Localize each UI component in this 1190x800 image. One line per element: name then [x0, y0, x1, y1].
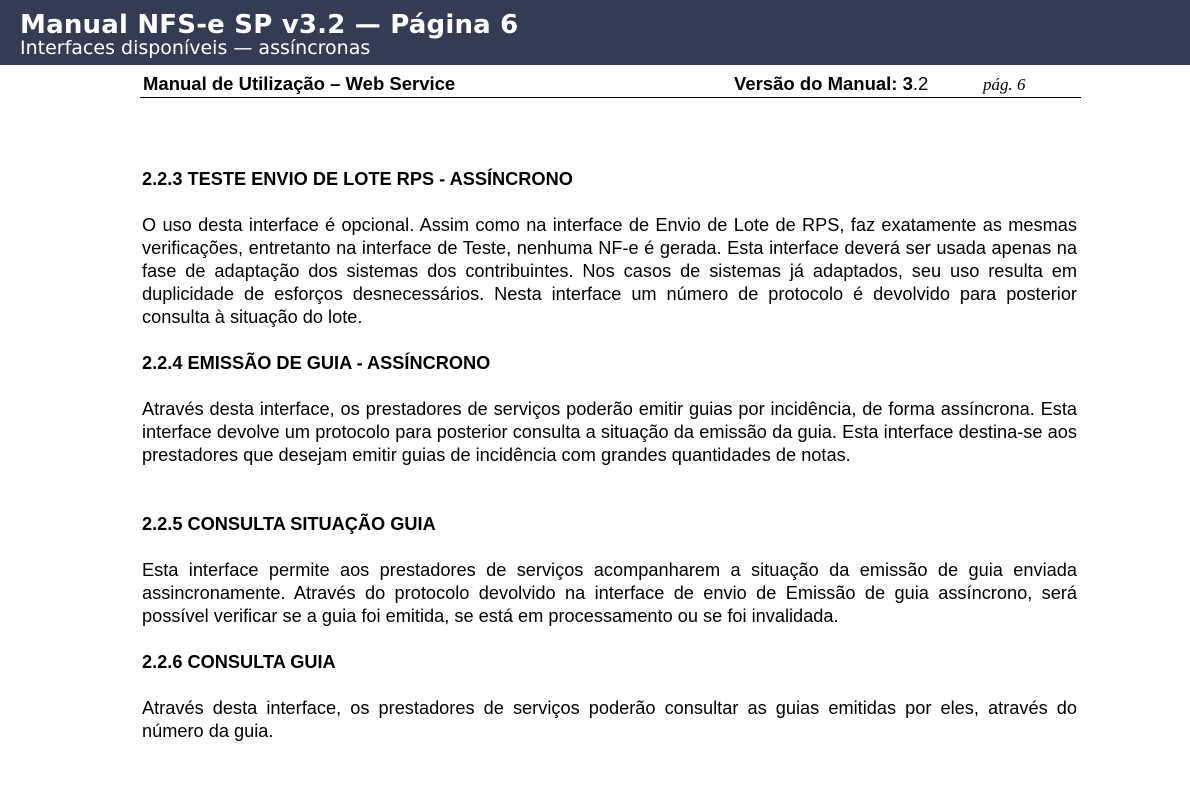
section-body-2-2-6: Através desta interface, os prestadores de serviços poderão consultar as guias emitidas por eles, através do número da guia.: [142, 698, 1077, 741]
manual-title: Manual de Utilização – Web Service: [143, 73, 456, 94]
page-number: pág. 6: [983, 75, 1026, 94]
window-title: Manual NFS-e SP v3.2 — Página 6: [20, 10, 519, 40]
section-body-2-2-5: Esta interface permite aos prestadores de serviços acompanharem a situação da emissão de guia enviada assincronamente. Através do protocolo devolvido na interface de envio de Emissão de guia assíncrono, será possível verificar se a guia foi emitida, se está em processamento ou se foi invalidada.: [142, 560, 1077, 626]
section-body-2-2-4: Através desta interface, os prestadores de serviços poderão emitir guias por incidência, de forma assíncrona. Esta interface devolve um protocolo para posterior consulta a situação da emissão da guia. Esta interface destina-se aos prestadores que desejam emitir guias de incidência com grandes quantidades de notas.: [142, 399, 1077, 465]
document-header: [140, 71, 1081, 98]
version-label: Versão do Manual: 3: [734, 73, 913, 94]
section-body-2-2-3: O uso desta interface é opcional. Assim como na interface de Envio de Lote de RPS, faz exatamente as mesmas verificações, entretanto na interface de Teste, nenhuma NF-e é gerada. Esta interface deverá ser usada apenas na fase de adaptação dos sistemas dos contribuintes. Nos casos de sistemas já adaptados, seu uso resulta em duplicidade de esforços desnecessários. Nesta interface um número de protocolo é devolvido para posterior consulta à situação do lote.: [142, 215, 1077, 327]
section-heading-2-2-3: 2.2.3 TESTE ENVIO DE LOTE RPS - ASSÍNCRONO: [142, 169, 573, 189]
manual-version: [734, 73, 928, 95]
version-suffix: .2: [912, 73, 929, 94]
window-subtitle: Interfaces disponíveis — assíncronas: [20, 37, 371, 59]
title-bar: [0, 0, 1190, 65]
section-heading-2-2-5: 2.2.5 CONSULTA SITUAÇÃO GUIA: [142, 514, 436, 534]
document-body: [142, 168, 1077, 743]
section-heading-2-2-6: 2.2.6 CONSULTA GUIA: [142, 652, 336, 672]
section-heading-2-2-4: 2.2.4 EMISSÃO DE GUIA - ASSÍNCRONO: [142, 353, 491, 373]
